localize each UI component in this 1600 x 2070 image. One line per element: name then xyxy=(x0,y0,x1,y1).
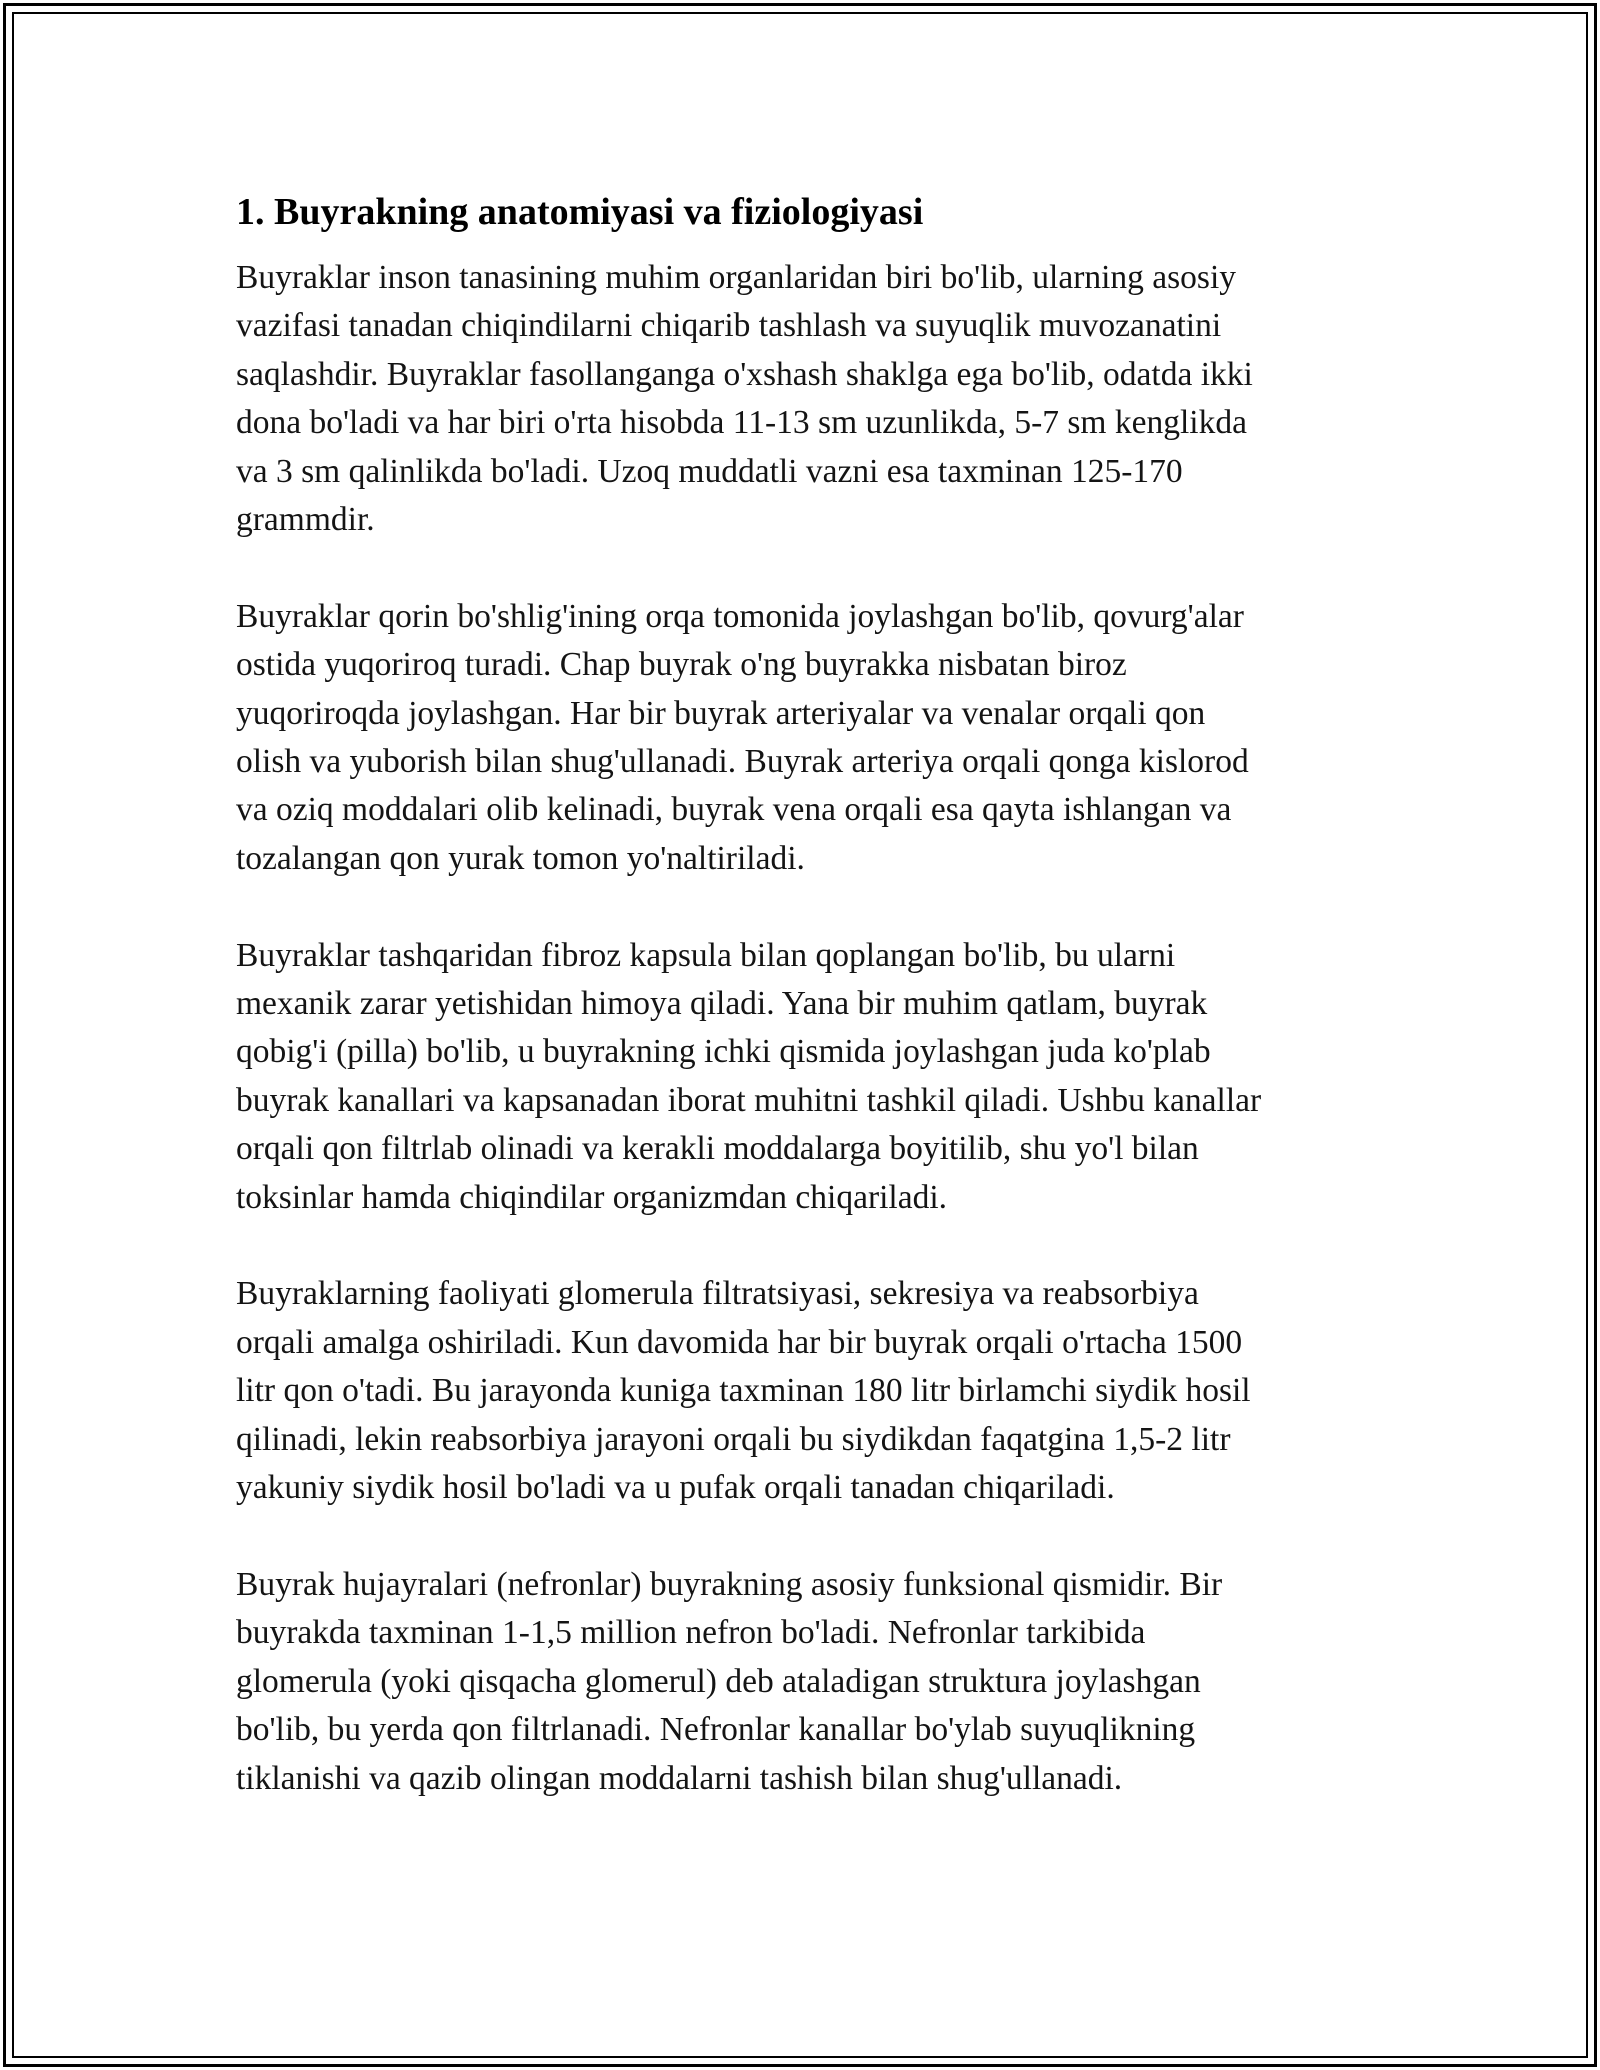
paragraph-line: bo'lib, bu yerda qon filtrlanadi. Nefronlar kanallar bo'ylab suyuqlikning xyxy=(236,1711,1196,1749)
paragraph-line: vazifasi tanadan chiqindilarni chiqarib tashlash va suyuqlik muvozanatini xyxy=(236,307,1222,345)
paragraph-line: orqali amalga oshiriladi. Kun davomida har bir buyrak orqali o'rtacha 1500 xyxy=(236,1323,1243,1361)
paragraph xyxy=(236,254,1366,544)
paragraph xyxy=(236,1561,1366,1803)
paragraph-list xyxy=(236,254,1366,1803)
paragraph-line: toksinlar hamda chiqindilar organizmdan chiqariladi. xyxy=(236,1178,948,1216)
paragraph-line: Buyraklar qorin bo'shlig'ining orqa tomonida joylashgan bo'lib, qovurg'alar xyxy=(236,597,1244,635)
paragraph-line: dona bo'ladi va har biri o'rta hisobda 11-13 sm uzunlikda, 5-7 sm kenglikda xyxy=(236,404,1247,442)
paragraph-line: buyrakda taxminan 1-1,5 million nefron bo'ladi. Nefronlar tarkibida xyxy=(236,1614,1146,1652)
paragraph-line: tozalangan qon yurak tomon yo'naltiriladi. xyxy=(236,839,805,877)
paragraph-line: saqlashdir. Buyraklar fasollanganga o'xshash shaklga ega bo'lib, odatda ikki xyxy=(236,355,1253,393)
paragraph xyxy=(236,593,1366,883)
paragraph-line: va 3 sm qalinlikda bo'ladi. Uzoq muddatli vazni esa taxminan 125-170 xyxy=(236,452,1183,490)
section-title: 1. Buyrakning anatomiyasi va fiziologiyasi xyxy=(236,191,924,233)
paragraph-line: buyrak kanallari va kapsanadan iborat muhitni tashkil qiladi. Ushbu kanallar xyxy=(236,1081,1262,1119)
paragraph-line: va oziq moddalari olib kelinadi, buyrak vena orqali esa qayta ishlangan va xyxy=(236,791,1232,829)
paragraph-line: Buyrak hujayralari (nefronlar) buyrakning asosiy funksional qismidir. Bir xyxy=(236,1565,1223,1603)
paragraph-line: yakuniy siydik hosil bo'ladi va u pufak orqali tanadan chiqariladi. xyxy=(236,1469,1115,1507)
paragraph-line: olish va yuborish bilan shug'ullanadi. Buyrak arteriya orqali qonga kislorod xyxy=(236,743,1249,781)
paragraph-line: mexanik zarar yetishidan himoya qiladi. Yana bir muhim qatlam, buyrak xyxy=(236,985,1208,1023)
paragraph-line: glomerula (yoki qisqacha glomerul) deb ataladigan struktura joylashgan xyxy=(236,1662,1201,1700)
paragraph-line: grammdir. xyxy=(236,501,375,539)
paragraph-line: Buyraklar inson tanasining muhim organlaridan biri bo'lib, ularning asosiy xyxy=(236,259,1237,296)
paragraph xyxy=(236,932,1366,1222)
paragraph-line: tiklanishi va qazib olingan moddalarni tashish bilan shug'ullanadi. xyxy=(236,1759,1123,1797)
paragraph xyxy=(236,1270,1366,1512)
paragraph-line: ostida yuqoriroq turadi. Chap buyrak o'ng buyrakka nisbatan biroz xyxy=(236,646,1127,684)
paragraph-line: litr qon o'tadi. Bu jarayonda kuniga taxminan 180 litr birlamchi siydik hosil xyxy=(236,1372,1251,1410)
paragraph-line: yuqoriroqda joylashgan. Har bir buyrak arteriyalar va venalar orqali qon xyxy=(236,694,1206,732)
document-body xyxy=(236,186,1366,1851)
paragraph-line: qilinadi, lekin reabsorbiya jarayoni orqali bu siydikdan faqatgina 1,5-2 litr xyxy=(236,1420,1231,1458)
paragraph-line: Buyraklarning faoliyati glomerula filtratsiyasi, sekresiya va reabsorbiya xyxy=(236,1275,1199,1313)
paragraph-line: orqali qon filtrlab olinadi va kerakli moddalarga boyitilib, shu yo'l bilan xyxy=(236,1130,1199,1168)
paragraph-line: Buyraklar tashqaridan fibroz kapsula bilan qoplangan bo'lib, bu ularni xyxy=(236,936,1176,974)
paragraph-line: qobig'i (pilla) bo'lib, u buyrakning ichki qismida joylashgan juda ko'plab xyxy=(236,1033,1211,1071)
